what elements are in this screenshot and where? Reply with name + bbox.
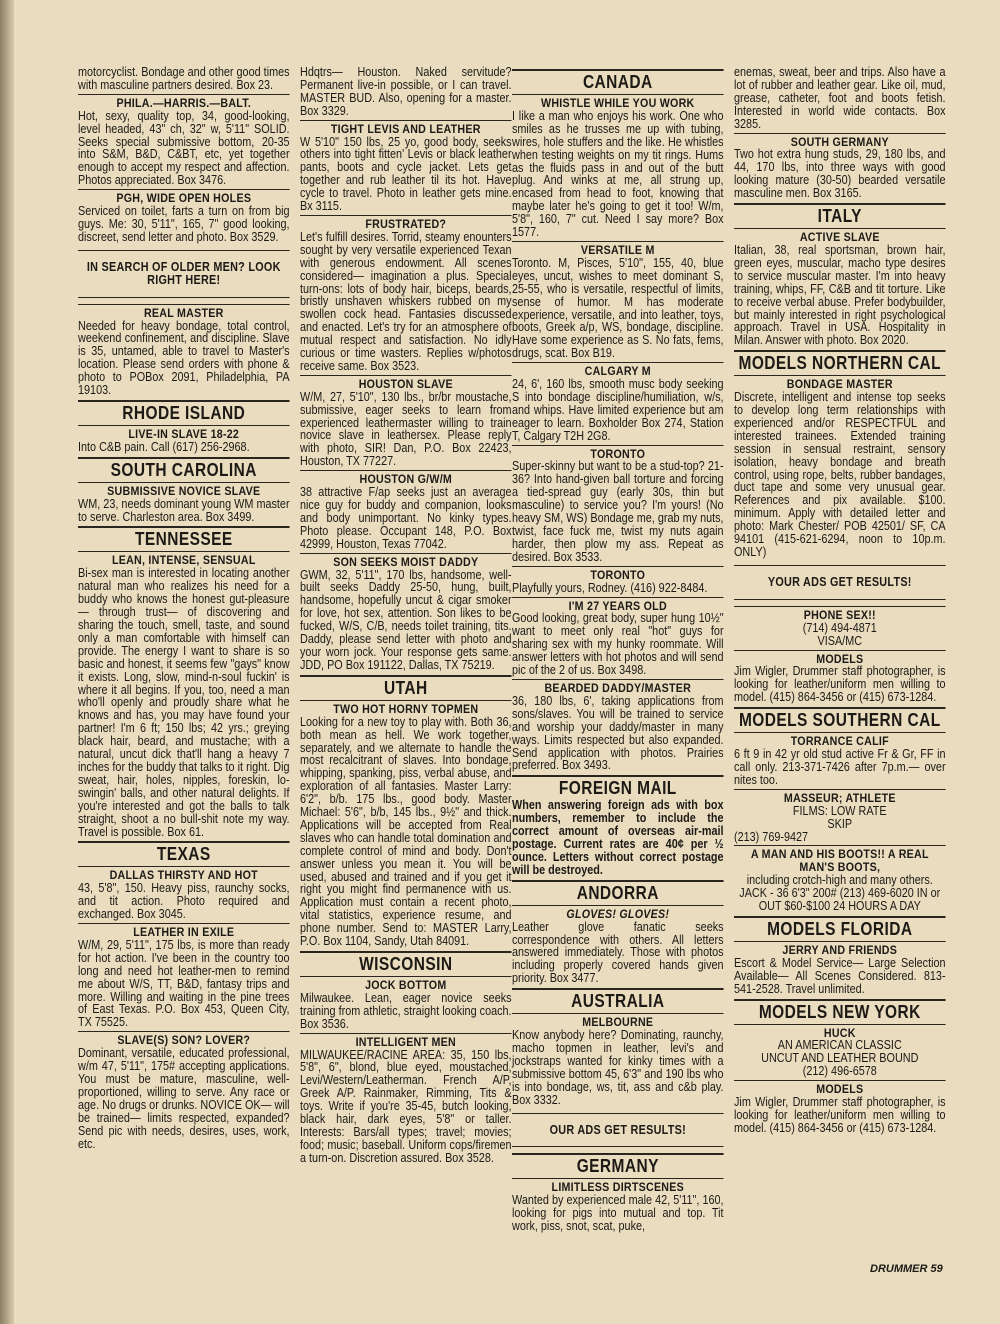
ad-body: enemas, sweat, beer and trips. Also have a lot of rubber and leather gear. Like oil, mud, grease, catheter, foot and boots fetish. Interested in world wide contacts. Box 3285. [734,65,946,131]
ad-heading: LIVE-IN SLAVE 18-22 [78,425,290,441]
ad-body: W/M, 27, 5'10", 130 lbs., br/br moustache, submissive, eager seeks to learn from experienced leathermaster willing to train novice slave in leathersex. Please reply with photo, SIR! Dan, P.O. Box 22423, Houston, TX 77227. [300,389,512,469]
ad-heading: REAL MASTER [78,304,290,320]
ad-body: Jim Wigler, Drummer staff photographer, is looking for leather/uniform men willing to model. (415) 864-3456 or (415) 673-1284. [734,664,946,705]
ad-heading: MODELS [734,650,946,666]
ad-heading: LEAN, INTENSE, SENSUAL [78,551,290,567]
ad-heading: TORRANCE CALIF [734,732,946,748]
ad-heading: LIMITLESS DIRTSCENES [512,1178,724,1194]
ad-body: Playfully yours, Rodney. (416) 922-8484. [512,580,708,595]
section-heading: MODELS NORTHERN CAL [734,350,946,373]
ad-body: Let's fulfill desires. Torrid, steamy enounters sought by very versatile experienced Texan with generous endowment. All scenes considered— imagination a plus. Special turn-ons: lots of body hair, biceps, beards, bristly unshaven whiskers rubbed on my swollen cock head. Fantasies discussed and enacted. Let's try for an atmosphere of mutual respect and satisfaction. No idly curious or time wasters. Replies w/photos receive same. Box 3523. [300,229,512,373]
ad-body: Two hot extra hung studs, 29, 180 lbs, and 44, 170 lbs, into three ways with good looking mature (30-50) bearded versatile masculine men. Box 3165. [734,147,946,201]
ad-heading: SON SEEKS MOIST DADDY [300,553,512,569]
postage-notice: When answering foreign ads with box numbers, remember to include the correct amount of overseas air-mail postage. Current rates are 40¢ per ½ ounce. Letters without correct postage will be destroyed. [512,798,724,877]
section-heading: TEXAS [78,841,290,864]
ad-heading: TWO HOT HORNY TOPMEN [300,700,512,716]
ad-body: Hot, sexy, quality top, 34, good-looking, level headed, 43" ch, 32" w, 5'11" SOLID. Seeks special submissive bottom, 20-35 into S&M, B&D, C&BT, etc, yet together enough to accept my respect and affection. Photos appreciated. Box 3476. [78,108,290,188]
ad-heading: TORONTO [512,566,724,582]
ad-heading: HOUSTON G/W/M [300,470,512,486]
ad-body: Know anybody here? Dominating, raunchy, macho topmen in leather, levi's and jockstraps wanted for kinky times with a submissive bottom 45, 6'3" and 190 lbs who is into bondage, ws, tit, ass and c&b play. Box 3332. [512,1028,724,1107]
promo-box: IN SEARCH OF OLDER MEN? LOOK RIGHT HERE! [78,250,290,298]
page-edge-shadow [0,0,14,1324]
ad-body: 36, 180 lbs, 6', taking applications from sons/slaves. You will be trained to service and worship your daddy/master in many ways. Limits respected but also expanded. Send application with photos. Prairies preferred. Box 3493. [512,693,724,773]
ad-body: W/M, 29, 5'11", 175 lbs, is more than ready for hot action. I've been in the country too long and need hot leather-men to remind me about W/S, TT, B&D, fantasy trips and more. Willing and waiting in the pine trees of East Texas. P.O. Box 453, Queen City, TX 75525. [78,937,290,1030]
ad-body: Bi-sex man is interested in locating another natural man who realizes his need for a buddy who knows the honest gut-pleasure— through trust— of discovering and sharing the touch, smell, taste, and sound only a man comfortable with himself can provide. The energy I want to share is so basic and honest, it seems few "gays" know it exists. Long, slow, mind-n-soul fuckin' is where it all begins. If you, too, need a man who'll openly and proudly share what he knows and has, you may have found your partner! I'm 6 ft; 150 lbs; 42 yrs.; greying black hair, beard, and mustache; with a natural, uncut dick that'll hang a heavy 7 inches for the buddy that talks to it right. Dig sweat, hair, holes, nipples, foreskin, lo-swingin' balls, and other natural delights. If you're interested and got the balls to talk straight, shoot a no bull-shit note my way. Travel is possible. Box 61. [78,566,290,839]
ad-body: Leather glove fanatic seeks correspondence with others. All letters answered immediately. Those with photos including properly covered hands given priority. Box 3477. [512,919,724,986]
promo-box: YOUR ADS GET RESULTS! [734,565,946,600]
section-heading: TENNESSEE [78,526,290,549]
page-footer: DRUMMER 59 [870,1263,943,1275]
ad-heading: ACTIVE SLAVE [734,228,946,244]
ad-heading: HUCK [734,1024,946,1040]
section-heading: CANADA [512,69,724,92]
ad-heading: INTELLIGENT MEN [300,1033,512,1049]
ad-body: Looking for a new toy to play with. Both 36, both mean as hell. We work together, separately, and we alternate to handle the most recalcitrant of slaves. Into bondage, whipping, spanking, piss, verbal abuse, and exploration of all fantasies. Master Larry: 6'2", b/b. 175 lbs., good body. Master Michael: 5'6", b/b, 145 lbs., 9½" and thick. Applications will be accepted from Real slaves who can handle total domination and complete control of mind and body. Don't answer unless you mean it. You will be used, abused and trained and if you get it right you might find permanence with us. Application must contain a recent photo, vital statistics, experience resume, and phone number. Send to: MASTER Larry, P.O. Box 1104, Sandy, Utah 84091. [300,714,512,949]
ad-heading: SUBMISSIVE NOVICE SLAVE [78,482,290,498]
ad-centered-line: UNCUT AND LEATHER BOUND [761,1051,919,1066]
ad-centered-line: (714) 494-4871 [802,620,877,635]
ad-body: Good looking, great body, super hung 10½" want to meet only real "hot" guys for sharing sex with my hunky roommate. Will answer letters with hot photos and will send pic of the 2 of us. Box 3498. [512,611,724,678]
ad-body: Needed for heavy bondage, total control, weekend confinement, and discipline. Slave is 35, untamed, able to travel to Master's location. Please send orders with phone & photo to POBox 2091, Philadelphia, PA 19103. [78,318,290,398]
section-heading: GERMANY [512,1153,724,1176]
ad-body: I like a man who enjoys his work. One who smiles as he trusses me up with tubing, wires, hole stuffers and the like. He whistles when testing weights on my tit rings. Hums as the fluids pass in and out of the butt plug. And winks at me, all strung up, encased from head to foot, knowing that maybe later he's going to get it too! W/m, 5'8", 160, 7" cut. Need I say more? Box 1577. [512,108,724,240]
ad-centered-line: VISA/MC [817,633,863,648]
ad-body: motorcyclist. Bondage and other good times with masculine partners desired. Box 23. [78,65,290,92]
ad-body: Jim Wigler, Drummer staff photographer, is looking for leather/uniform men willing to model. (415) 864-3456 or (415) 673-1284. [734,1095,946,1135]
ad-heading: SLAVE(S) SON? LOVER? [78,1031,290,1047]
section-heading: ANDORRA [512,880,724,903]
ad-body: Into C&B pain. Call (617) 256-2968. [78,439,250,454]
ad-centered-line: including crotch-high and many others. JACK - 36 6'3" 200# (213) 469-6020 IN or OUT $60-$100 24 HOURS A DAY [739,873,941,914]
ad-body: Discrete, intelligent and intense top seeks to develop long term relationships with experienced and/or RESPECTFUL and interested trainees. Extended training session in sensual restraint, sensory isolation, heavy bondage and breath control, using rope, belts, rubber bandages, duct tape and some very unusual gear. References and pix available. $100. minimum. Apply with detailed letter and photo: Mark Chester/ POB 42501/ SF, CA 94101 (415-621-6294, noon to 10p.m. ONLY) [734,390,946,559]
ad-centered-line: (212) 496-6578 [802,1064,877,1079]
ad-heading: CALGARY M [512,362,724,378]
ad-heading: TORONTO [512,445,724,461]
ad-heading: WHISTLE WHILE YOU WORK [512,94,724,110]
section-heading: MODELS SOUTHERN CAL [734,707,946,730]
ad-heading: FRUSTRATED? [300,215,512,231]
section-heading: ITALY [734,203,946,226]
ad-heading: JERRY AND FRIENDS [734,941,946,957]
ad-heading: TIGHT LEVIS AND LEATHER [300,120,512,136]
ad-heading: MASSEUR; ATHLETE [734,789,946,805]
ad-heading: LEATHER IN EXILE [78,923,290,939]
ad-heading: BONDAGE MASTER [734,375,946,391]
ad-body: Dominant, versatile, educated professional, w/m 47, 5'11", 175# accepting applications. You must be mature, masculine, well-proportioned, willing to serve. Any race or age. No drugs or drunks. NOVICE OK— will be trained— limits respected, expanded? Send pic with needs, desires, uses, work, etc. [78,1046,290,1151]
ad-heading: SOUTH GERMANY [734,133,946,149]
ad-centered-line: AN AMERICAN CLASSIC [777,1038,902,1053]
ad-body: MILWAUKEE/RACINE AREA: 35, 150 lbs, 5'8", 6", blond, blue eyed, moustached, Levi/Western/Leatherman. French A/P, Greek A/P. Rainmaker, Rimming, Tits & toys. Write if you're 35-45, butch looking, black hair, dark eyes, 5'8" or taller. Interests: Bars/all types; travel; movies; food; music; baseball. Uniform cops/firemen a turn-on. Discretion assured. Box 3528. [300,1047,512,1165]
ad-body: 24, 6', 160 lbs, smooth musc body seeking S into bondage discipline/humiliation, w/s, and whips. Have limited experience but am eager to learn. Boxholder Box 274, Station T, Calgary T2H 2G8. [512,377,724,443]
section-heading: AUSTRALIA [512,988,724,1011]
ad-heading: DALLAS THIRSTY AND HOT [78,866,290,882]
ad-body: 6 ft 9 in 42 yr old stud active Fr & Gr, FF in call only. 213-371-7426 after 7p.m.— over nites too. [734,747,946,787]
ad-heading: I'M 27 YEARS OLD [512,597,724,613]
ad-body: Italian, 38, real sportsman, brown hair, green eyes, muscular, macho type desires to service muscular master. I'm into heavy training, whips, FF, C&B and tit torture. Like to receive verbal abuse. Prefer bodybuilder, but mainly interested in right psychological approach. Travel in USA. Hospitality in Milan. Answer with photo. Box 2020. [734,242,946,348]
section-heading: UTAH [300,675,512,698]
ad-heading: MODELS [734,1080,946,1096]
ad-heading: PHONE SEX!! [734,606,946,622]
ad-body: Milwaukee. Lean, eager novice seeks training from athletic, straight looking coach. Box 3536. [300,990,512,1031]
ad-body: 38 attractive F/ap seeks just an average nice guy for buddy and companion, looks and body unimportant. No kinky types. Photo please. Occupant 148, P.O. Box 42999, Houston, Texas 77042. [300,485,512,551]
ad-body: Toronto. M, Pisces, 5'10", 155, 40, blue eyes, uncut, wishes to meet dominant S, 25-55, who is versatile, respectful of limits, sense of humor. M has moderate experience, versatile, and into leather, toys, boots, Greek a/p, WS, bondage, discipline. Have some experience as S. No fats, fems, drugs, scat. Box B19. [512,255,724,361]
section-heading: RHODE ISLAND [78,400,290,423]
ad-body: Wanted by experienced male 42, 5'11", 160, looking for pigs into mutual and top. Tit work, piss, snot, scat, puke, [512,1193,724,1234]
ad-body: (213) 769-9427 [734,829,809,844]
promo-box: OUR ADS GET RESULTS! [512,1113,724,1148]
ad-heading: JOCK BOTTOM [300,976,512,992]
ad-heading: BEARDED DADDY/MASTER [512,679,724,695]
ad-heading: GLOVES! GLOVES! [512,905,724,921]
column-4 [734,66,946,1135]
ad-body: GWM, 32, 5'11", 170 lbs, handsome, well-built seeks Daddy 25-50, hung, built, handsome, hopefully uncut & cigar smoker for love, hot sex, attention. Son likes to be fucked, W/S, C/B, needs toilet training, tits. Daddy, please send letter with photo and your worn jock. Your response gets same. JDD, PO Box 191122, Dallas, TX 75219. [300,567,512,672]
section-heading: SOUTH CAROLINA [78,457,290,480]
ad-body: 43, 5'8", 150. Heavy piss, raunchy socks, and tit action. Photo required and exchanged. Box 3045. [78,881,290,922]
ad-heading: MELBOURNE [512,1013,724,1029]
ad-heading: A MAN AND HIS BOOTS!! A REAL MAN'S BOOTS, [734,845,946,874]
section-heading: FOREIGN MAIL [512,775,724,798]
ad-body: WM, 23, needs dominant young WM master to serve. Charleston area. Box 3499. [78,496,290,524]
ad-body: Escort & Model Service— Large Selection Available— All Scenes Considered. 813-541-2528. Travel unlimited. [734,955,946,996]
column-1 [78,66,290,1150]
ad-body: Serviced on toilet, farts a turn on from big guys. Me: 30, 5'11", 165, 7" good looking, discreet, send letter and photo. Box 3529. [78,204,290,244]
ad-heading: PGH, WIDE OPEN HOLES [78,189,290,205]
column-2 [300,66,512,1165]
ad-centered-line: FILMS: LOW RATE [792,803,887,818]
ad-body: Super-skinny but want to be a stud-top? 21-36? Into hand-given ball torture and forcing a tied-spread guy (early 30s, thin but masculine) to service you? I'm yours! (No heavy SM, WS) Bondage me, grab my nuts, twist, face fuck me, twist my nuts again harder, then plow my ass. Repeat as desired. Box 3533. [512,459,724,564]
ad-centered-line: SKIP [827,816,853,831]
ad-body: W 5'10" 150 lbs, 25 yo, good body, seeks others into tight fitten' Levis or black leather pants, boots and cycle jacket. Lets get together and rub leather til its hot. Have cycle to travel. Photo in leather gets mine. Bx 3115. [300,134,512,214]
section-heading: MODELS NEW YORK [734,999,946,1022]
column-3 [512,66,724,1233]
ad-body: Hdqtrs— Houston. Naked servitude? Permanent live-in possible, or I can travel. MASTER BUD. Also, opening for a master. Box 3329. [300,65,512,118]
ad-heading: HOUSTON SLAVE [300,375,512,391]
section-heading: MODELS FLORIDA [734,916,946,939]
ad-heading: PHILA.—HARRIS.—BALT. [78,94,290,110]
section-heading: WISCONSIN [300,951,512,974]
ad-heading: VERSATILE M [512,241,724,257]
